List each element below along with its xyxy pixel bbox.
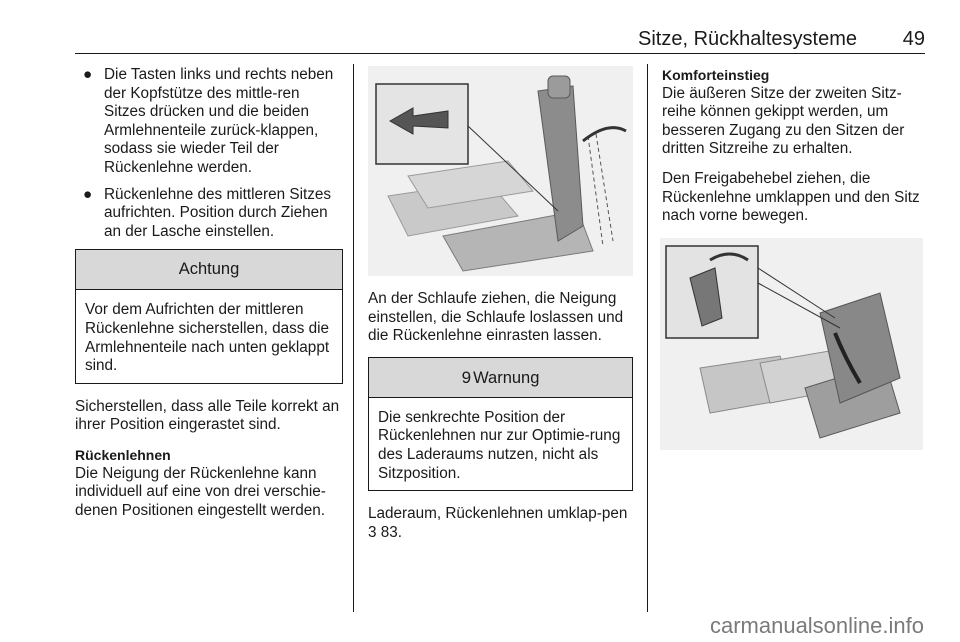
column-right bbox=[662, 66, 925, 450]
watermark: carmanualsonline.info bbox=[709, 613, 924, 638]
bullet-icon: ● bbox=[83, 66, 93, 83]
cross-reference-page: 83. bbox=[380, 523, 403, 541]
paragraph: Die Neigung der Rückenlehne kann individuell auf eine von drei verschie-denen Positionen eingestellt werden. bbox=[75, 464, 326, 519]
page-title: Sitze, Rückhaltesysteme bbox=[638, 28, 857, 50]
bullet-icon: ● bbox=[83, 185, 93, 203]
column-divider bbox=[353, 64, 354, 612]
paragraph: Sicherstellen, dass alle Teile korrekt an ihrer Position eingerastet sind. bbox=[75, 397, 340, 434]
paragraph: Die äußeren Sitze der zweiten Sitz-reihe können gekippt werden, um besseren Zugang zu den Sitzen der dritten Sitzreihe zu erhalten. bbox=[662, 84, 905, 158]
page-header bbox=[75, 27, 925, 54]
column-left bbox=[75, 66, 343, 531]
list-item bbox=[75, 186, 343, 242]
warning-title: Warnung bbox=[473, 368, 540, 387]
section-heading: Rückenlehnen bbox=[75, 446, 171, 463]
paragraph: Den Freigabehebel ziehen, die Rückenlehne umklappen und den Sitz nach vorne bewegen. bbox=[662, 169, 920, 225]
warning-header bbox=[369, 358, 632, 398]
cross-reference-text: Laderaum, Rückenlehnen umklap-pen bbox=[368, 505, 628, 523]
easy-entry-seat-illustration bbox=[660, 238, 923, 450]
section-heading: Komforteinstieg bbox=[662, 67, 770, 83]
warning-box bbox=[368, 357, 633, 491]
page-arrow-icon: 3 bbox=[368, 523, 377, 541]
caution-text: Vor dem Aufrichten der mittleren Rückenlehne sicherstellen, dass die Armlehnenteile nach unten geklappt sind. bbox=[85, 301, 330, 375]
figure-caption: An der Schlaufe ziehen, die Neigung einstellen, die Schlaufe loslassen und die Rückenlehne einrasten lassen. bbox=[368, 290, 624, 345]
caution-title: Achtung bbox=[76, 250, 342, 290]
page-number: 49 bbox=[902, 28, 925, 50]
list-item bbox=[75, 66, 343, 178]
cross-reference bbox=[368, 505, 633, 542]
seat-recline-illustration bbox=[368, 66, 633, 276]
warning-triangle-icon: 9 bbox=[461, 367, 472, 387]
warning-text: Die senkrechte Position der Rückenlehnen nur zur Optimie-rung des Laderaums nutzen, nicht als Sitzposition. bbox=[378, 408, 621, 482]
column-middle bbox=[368, 66, 633, 553]
list-item-text: Rückenlehne des mittleren Sitzes aufrichten. Position durch Ziehen an der Lasche einstellen. bbox=[104, 185, 332, 240]
caution-box bbox=[75, 249, 343, 383]
list-item-text: Die Tasten links und rechts neben der Kopfstütze des mittle-ren Sitzes drücken und die beiden Armlehnenteile zurück-klappen, sodass sie wieder Teil der Rückenlehne werden. bbox=[104, 66, 334, 176]
column-divider bbox=[647, 64, 648, 612]
